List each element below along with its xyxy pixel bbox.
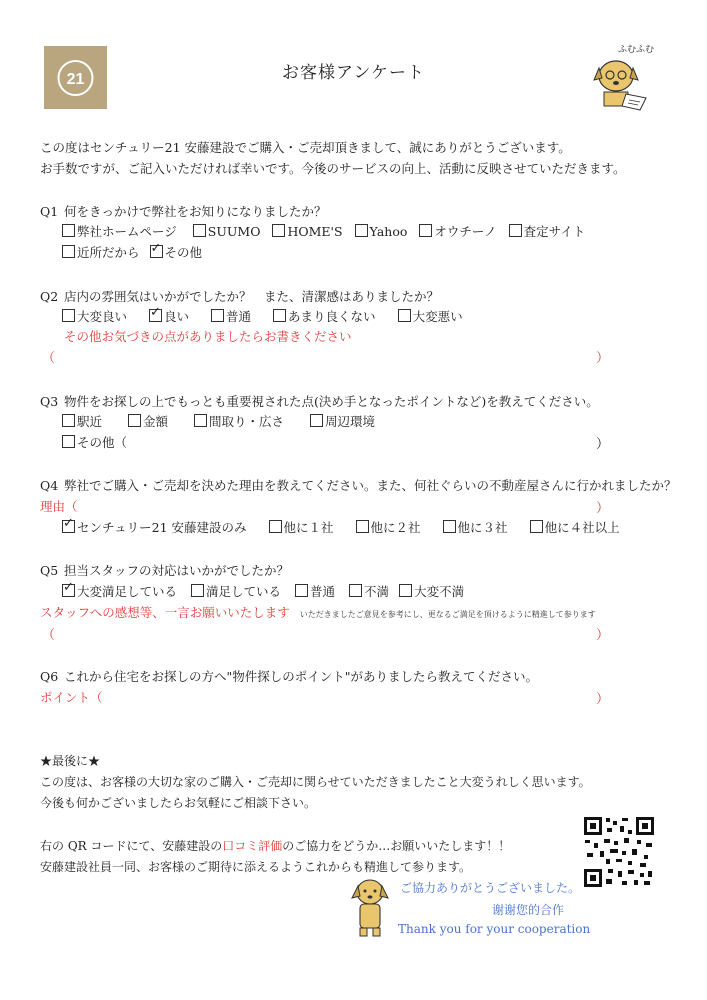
q2-number: Q2 xyxy=(40,289,59,304)
logo-text: 21 xyxy=(66,71,85,88)
q2-option[interactable] xyxy=(62,307,127,325)
option-label: センチュリー21 安藤建設のみ xyxy=(77,520,247,535)
option-label: オウチーノ xyxy=(434,224,497,239)
option-label: 金額 xyxy=(143,414,169,429)
checkbox[interactable] xyxy=(191,584,204,597)
q1-option[interactable] xyxy=(509,222,586,240)
q4-number: Q4 xyxy=(40,478,59,493)
checkbox[interactable] xyxy=(355,224,368,237)
q3-question xyxy=(40,392,599,410)
checkbox[interactable] xyxy=(273,309,286,322)
q4-question xyxy=(40,476,677,494)
thanks-english: Thank you for your cooperation xyxy=(398,922,591,936)
checkbox[interactable] xyxy=(295,584,308,597)
q2-text: 店内の雰囲気はいかがでしたか？ また、清潔感はありましたか？ xyxy=(64,289,440,304)
q3-option[interactable] xyxy=(62,412,102,430)
q5-open-paren: （ xyxy=(42,628,56,643)
q1-option[interactable] xyxy=(272,224,342,239)
dog-mascot-icon xyxy=(344,876,396,938)
checkbox[interactable] xyxy=(419,224,432,237)
q4-option[interactable] xyxy=(530,518,620,536)
option-label: 大変悪い xyxy=(412,309,463,324)
checkbox[interactable] xyxy=(272,224,285,237)
checkbox[interactable] xyxy=(399,584,412,597)
q5-note: いただきましたご意見を参考にし、更なるご満足を頂けるように精進して参ります xyxy=(299,610,596,619)
checkbox[interactable] xyxy=(193,224,206,237)
q4-text: 弊社でご購入・ご売却を決めた理由を教えてください。また、何社ぐらいの不動産屋さんに行かれましたか？ xyxy=(64,478,677,493)
option-label: HOME'S xyxy=(287,224,343,239)
option-label: あまり良くない xyxy=(288,309,376,324)
q2-option[interactable] xyxy=(273,307,376,325)
checkbox[interactable] xyxy=(62,224,75,237)
intro-line-2: お手数ですが、ご記入いただければ幸いです。今後のサービスの向上、活動に反映させていただきます。 xyxy=(40,161,626,176)
q6-question xyxy=(40,667,538,685)
q4-option[interactable] xyxy=(62,518,247,536)
checkbox-checked[interactable] xyxy=(149,309,162,322)
checkbox[interactable] xyxy=(128,414,141,427)
option-label: 間取り・広さ xyxy=(209,414,285,429)
q3-other-row xyxy=(62,433,127,451)
option-label: 弊社ホームページ xyxy=(77,224,177,239)
q4-reason-label: 理由（ xyxy=(40,499,78,514)
q5-option[interactable] xyxy=(62,582,177,600)
q3-options xyxy=(62,412,391,430)
option-label: 他に４社以上 xyxy=(544,520,620,535)
checkbox-checked[interactable] xyxy=(62,584,75,597)
option-label: SUUMO xyxy=(207,224,261,239)
q1-option[interactable] xyxy=(62,243,140,261)
checkbox[interactable] xyxy=(62,309,75,322)
option-label: 普通 xyxy=(226,309,252,324)
checkbox[interactable] xyxy=(62,414,75,427)
option-label: 駅近 xyxy=(77,414,103,429)
q3-number: Q3 xyxy=(40,394,59,409)
q2-option[interactable] xyxy=(211,307,251,325)
q5-comment-prompt: スタッフへの感想等、一言お願いいたします xyxy=(40,605,290,620)
q1-number: Q1 xyxy=(40,204,59,219)
checkbox[interactable] xyxy=(62,245,75,258)
q2-options xyxy=(62,307,479,325)
q5-comment-prompt-row xyxy=(40,603,596,621)
qr-line-pre: 右の QR コードにて、安藤建設の xyxy=(40,839,223,853)
q2-question xyxy=(40,287,439,305)
q1-option[interactable] xyxy=(150,243,203,261)
qr-line-review: 口コミ評価 xyxy=(222,839,283,853)
option-label: 普通 xyxy=(310,584,336,599)
q5-question xyxy=(40,561,289,579)
qr-line-post: のご協力をどうか…お願いいたします！！ xyxy=(282,839,511,853)
checkbox[interactable] xyxy=(356,520,369,533)
thanks-japanese: ご協力ありがとうございました。 xyxy=(400,881,581,895)
q2-comment-field[interactable] xyxy=(60,346,590,364)
checkbox[interactable] xyxy=(194,414,207,427)
checkbox[interactable] xyxy=(62,435,75,448)
option-label: 大変満足している xyxy=(77,584,178,599)
q4-option[interactable] xyxy=(269,518,334,536)
q6-text: これから住宅をお探しの方へ"物件探しのポイント"がありましたら教えてください。 xyxy=(64,669,539,684)
q6-point-field[interactable] xyxy=(110,687,590,705)
mascot-caption: ふむふむ xyxy=(618,45,655,55)
page-title: お客様アンケート xyxy=(282,63,425,83)
closing-line-1: この度は、お客様の大切な家のご購入・ご売却に関らせていただきましたこと大変うれしく思います。 xyxy=(40,775,591,789)
q4-reason-field[interactable] xyxy=(80,496,590,514)
q3-other-label: その他（ xyxy=(77,435,128,450)
q1-options-row2 xyxy=(62,243,218,261)
q5-option[interactable] xyxy=(399,582,464,600)
q5-option[interactable] xyxy=(191,582,281,600)
option-label: 他に２社 xyxy=(370,520,421,535)
q4-option[interactable] xyxy=(356,518,421,536)
checkbox[interactable] xyxy=(398,309,411,322)
q1-option[interactable] xyxy=(193,224,261,239)
q5-option[interactable] xyxy=(349,582,389,600)
option-label: Yahoo xyxy=(369,224,408,239)
q1-options-row1 xyxy=(62,222,601,240)
checkbox[interactable] xyxy=(269,520,282,533)
q4-close-paren: ） xyxy=(596,501,610,516)
q5-close-paren: ） xyxy=(596,628,610,643)
q2-comment-prompt: その他お気づきの点がありましたらお書きください xyxy=(64,329,352,344)
checkbox-checked[interactable] xyxy=(150,245,163,258)
q3-option[interactable] xyxy=(128,412,168,430)
closing-heading: ★最後に★ xyxy=(40,754,101,768)
dog-mascot-reading-icon xyxy=(582,40,662,112)
q3-option[interactable] xyxy=(194,412,284,430)
q4-options xyxy=(62,518,636,536)
q2-close-paren: ） xyxy=(596,351,610,366)
checkbox-checked[interactable] xyxy=(62,520,75,533)
q1-option[interactable] xyxy=(355,224,408,239)
option-label: 大変不満 xyxy=(414,584,465,599)
q1-option[interactable] xyxy=(62,222,177,240)
q3-option[interactable] xyxy=(310,412,375,430)
q2-open-paren: （ xyxy=(42,351,56,366)
q6-point-label: ポイント（ xyxy=(40,690,103,705)
q6-close-paren: ） xyxy=(596,692,610,707)
thanks-chinese: 谢谢您的合作 xyxy=(492,903,565,917)
option-label: 他に３社 xyxy=(457,520,508,535)
q3-text: 物件をお探しの上でもっとも重要視された点(決め手となったポイントなど)を教えてください。 xyxy=(64,394,599,409)
q2-option[interactable] xyxy=(149,307,189,325)
q6-number: Q6 xyxy=(40,669,59,684)
qr-code-icon[interactable] xyxy=(582,815,656,889)
checkbox[interactable] xyxy=(211,309,224,322)
option-label: 他に１社 xyxy=(283,520,334,535)
option-label: 不満 xyxy=(364,584,390,599)
q2-option[interactable] xyxy=(398,307,463,325)
q3-close-paren: ） xyxy=(596,437,610,452)
q1-question xyxy=(40,202,327,220)
q5-comment-field[interactable] xyxy=(60,623,590,641)
checkbox[interactable] xyxy=(443,520,456,533)
option-label: 近所だから xyxy=(77,245,140,260)
checkbox[interactable] xyxy=(509,224,522,237)
checkbox[interactable] xyxy=(349,584,362,597)
q1-option[interactable] xyxy=(419,222,496,240)
intro-line-1: この度はセンチュリー21 安藤建設でご購入・ご売却頂きまして、誠にありがとうございます。 xyxy=(40,140,571,155)
option-label: 良い xyxy=(164,309,190,324)
checkbox[interactable] xyxy=(310,414,323,427)
q4-option[interactable] xyxy=(443,518,508,536)
option-label: 満足している xyxy=(206,584,282,599)
option-label: 周辺環境 xyxy=(325,414,376,429)
q5-text: 担当スタッフの対応はいかがでしたか？ xyxy=(64,563,290,578)
option-label: その他 xyxy=(164,245,203,260)
closing-qr-line xyxy=(40,837,510,854)
checkbox[interactable] xyxy=(530,520,543,533)
closing-line-4: 安藤建設社員一同、お客様のご期待に添えるようこれからも精進して参ります。 xyxy=(40,860,472,874)
closing-line-2: 今後も何かございましたらお気軽にご相談下さい。 xyxy=(40,796,317,810)
q5-options xyxy=(62,582,480,600)
q1-text: 何をきっかけで弊社をお知りになりましたか？ xyxy=(64,204,327,219)
option-label: 大変良い xyxy=(77,309,128,324)
q5-number: Q5 xyxy=(40,563,59,578)
option-label: 査定サイト xyxy=(523,224,586,239)
q5-option[interactable] xyxy=(295,582,335,600)
